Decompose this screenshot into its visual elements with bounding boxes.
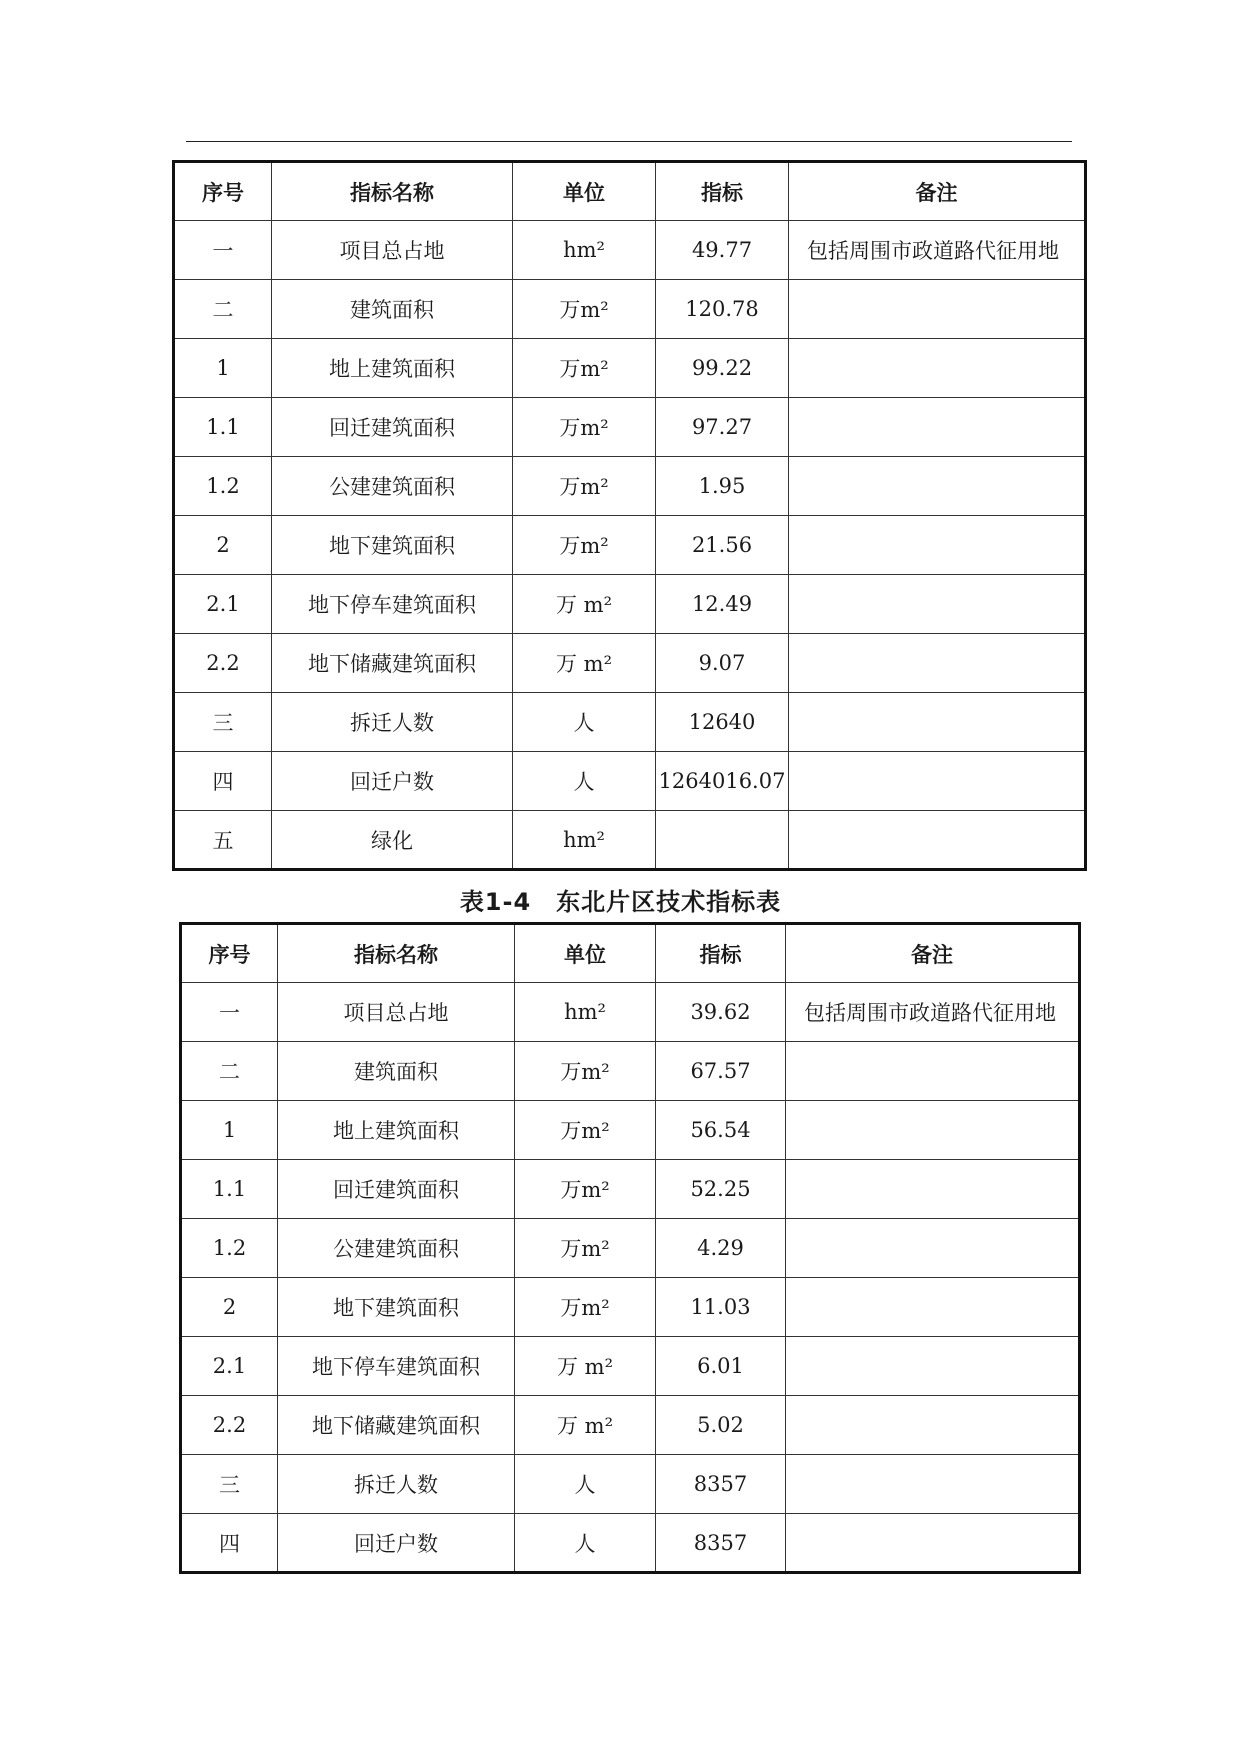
cell-indicator-name: 项目总占地 [272, 221, 513, 280]
cell-value: 56.54 [656, 1101, 786, 1160]
cell-remarks [786, 1278, 1080, 1337]
cell-index: 四 [174, 752, 272, 811]
cell-remarks [789, 752, 1086, 811]
cell-indicator-name: 建筑面积 [272, 280, 513, 339]
cell-index: 2 [174, 516, 272, 575]
cell-remarks [789, 280, 1086, 339]
cell-index: 1 [181, 1101, 278, 1160]
cell-unit: 万m² [515, 1160, 656, 1219]
cell-remarks [789, 811, 1086, 870]
header-unit: 单位 [515, 924, 656, 983]
cell-unit: 人 [513, 693, 656, 752]
table-caption: 表1-4 东北片区技术指标表 [459, 888, 782, 916]
cell-value: 8357 [656, 1514, 786, 1573]
header-remarks: 备注 [789, 162, 1086, 221]
cell-value: 67.57 [656, 1042, 786, 1101]
cell-unit: 万 m² [515, 1337, 656, 1396]
cell-unit: 万 m² [513, 575, 656, 634]
cell-index: 四 [181, 1514, 278, 1573]
cell-index: 三 [181, 1455, 278, 1514]
table-row [181, 1455, 1080, 1514]
cell-unit: hm² [513, 811, 656, 870]
cell-unit: 万m² [513, 398, 656, 457]
cell-indicator-name: 地上建筑面积 [278, 1101, 515, 1160]
cell-indicator-name: 地下停车建筑面积 [272, 575, 513, 634]
cell-indicator-name: 公建建筑面积 [278, 1219, 515, 1278]
table-row [174, 575, 1086, 634]
cell-value: 39.62 [656, 983, 786, 1042]
cell-value: 11.03 [656, 1278, 786, 1337]
cell-indicator-name: 地下停车建筑面积 [278, 1337, 515, 1396]
cell-indicator-name: 地下储藏建筑面积 [272, 634, 513, 693]
header-indicator-name: 指标名称 [272, 162, 513, 221]
table-row [174, 457, 1086, 516]
cell-index: 一 [181, 983, 278, 1042]
table-row [181, 1337, 1080, 1396]
table-row [174, 693, 1086, 752]
cell-indicator-name: 地下储藏建筑面积 [278, 1396, 515, 1455]
cell-indicator-name: 公建建筑面积 [272, 457, 513, 516]
cell-unit: 万m² [513, 516, 656, 575]
cell-unit: 万m² [515, 1101, 656, 1160]
table-body [174, 221, 1086, 870]
header-unit: 单位 [513, 162, 656, 221]
cell-remarks [786, 1219, 1080, 1278]
cell-remarks [789, 634, 1086, 693]
cell-remarks [786, 1514, 1080, 1573]
cell-remarks [789, 693, 1086, 752]
cell-index: 2.2 [174, 634, 272, 693]
cell-remarks [789, 457, 1086, 516]
cell-remarks [786, 1101, 1080, 1160]
table-row [174, 280, 1086, 339]
cell-value: 12640 [656, 693, 789, 752]
cell-index: 五 [174, 811, 272, 870]
cell-remarks: 包括周围市政道路代征用地 [786, 983, 1080, 1042]
cell-unit: 万m² [515, 1219, 656, 1278]
table-body [181, 983, 1080, 1573]
cell-unit: hm² [513, 221, 656, 280]
cell-index: 三 [174, 693, 272, 752]
table-row [181, 1101, 1080, 1160]
table-row [181, 1278, 1080, 1337]
cell-index: 2 [181, 1278, 278, 1337]
cell-remarks [786, 1042, 1080, 1101]
cell-unit: 万m² [513, 280, 656, 339]
cell-unit: 万 m² [513, 634, 656, 693]
table-row [181, 983, 1080, 1042]
cell-unit: 万 m² [515, 1396, 656, 1455]
cell-indicator-name: 绿化 [272, 811, 513, 870]
cell-remarks [789, 398, 1086, 457]
cell-indicator-name: 拆迁人数 [272, 693, 513, 752]
cell-indicator-name: 项目总占地 [278, 983, 515, 1042]
table-row [174, 398, 1086, 457]
table-row [181, 1514, 1080, 1573]
table-row [181, 1396, 1080, 1455]
cell-indicator-name: 建筑面积 [278, 1042, 515, 1101]
cell-unit: 万m² [513, 457, 656, 516]
table-row [174, 752, 1086, 811]
cell-index: 1.1 [174, 398, 272, 457]
cell-index: 二 [174, 280, 272, 339]
header-index: 序号 [174, 162, 272, 221]
cell-index: 1.2 [174, 457, 272, 516]
cell-remarks: 包括周围市政道路代征用地 [789, 221, 1086, 280]
cell-remarks [789, 575, 1086, 634]
cell-value: 21.56 [656, 516, 789, 575]
cell-index: 二 [181, 1042, 278, 1101]
cell-index: 一 [174, 221, 272, 280]
cell-remarks [786, 1396, 1080, 1455]
cell-value: 6.01 [656, 1337, 786, 1396]
table-row [174, 516, 1086, 575]
header-value: 指标 [656, 924, 786, 983]
cell-indicator-name: 地上建筑面积 [272, 339, 513, 398]
header-remarks: 备注 [786, 924, 1080, 983]
table-row [174, 634, 1086, 693]
page-header-rule [186, 141, 1072, 142]
cell-value: 1.95 [656, 457, 789, 516]
cell-value: 12.49 [656, 575, 789, 634]
table-header-row [174, 162, 1086, 221]
header-indicator-name: 指标名称 [278, 924, 515, 983]
cell-value: 49.77 [656, 221, 789, 280]
cell-index: 2.2 [181, 1396, 278, 1455]
table-row [174, 221, 1086, 280]
technical-indicators-table-b [179, 922, 1081, 1574]
table-row [181, 1219, 1080, 1278]
cell-unit: 万m² [515, 1278, 656, 1337]
cell-unit: 人 [513, 752, 656, 811]
cell-value: 52.25 [656, 1160, 786, 1219]
cell-value: 4.29 [656, 1219, 786, 1278]
cell-unit: 万m² [515, 1042, 656, 1101]
cell-unit: 万m² [513, 339, 656, 398]
cell-value: 1264016.07 [656, 752, 789, 811]
table-header-row [181, 924, 1080, 983]
cell-value: 99.22 [656, 339, 789, 398]
cell-indicator-name: 地下建筑面积 [272, 516, 513, 575]
cell-unit: 人 [515, 1455, 656, 1514]
cell-index: 1.2 [181, 1219, 278, 1278]
cell-indicator-name: 地下建筑面积 [278, 1278, 515, 1337]
cell-value [656, 811, 789, 870]
technical-indicators-table-a [172, 160, 1087, 871]
cell-indicator-name: 回迁户数 [272, 752, 513, 811]
cell-remarks [789, 516, 1086, 575]
header-value: 指标 [656, 162, 789, 221]
cell-index: 2.1 [174, 575, 272, 634]
cell-value: 8357 [656, 1455, 786, 1514]
cell-value: 97.27 [656, 398, 789, 457]
header-index: 序号 [181, 924, 278, 983]
cell-value: 5.02 [656, 1396, 786, 1455]
table-row [181, 1042, 1080, 1101]
cell-unit: hm² [515, 983, 656, 1042]
cell-index: 1 [174, 339, 272, 398]
cell-indicator-name: 拆迁人数 [278, 1455, 515, 1514]
cell-remarks [786, 1160, 1080, 1219]
cell-remarks [786, 1337, 1080, 1396]
table-row [181, 1160, 1080, 1219]
cell-indicator-name: 回迁建筑面积 [272, 398, 513, 457]
cell-remarks [786, 1455, 1080, 1514]
cell-index: 1.1 [181, 1160, 278, 1219]
table-row [174, 339, 1086, 398]
cell-indicator-name: 回迁户数 [278, 1514, 515, 1573]
table-row [174, 811, 1086, 870]
cell-value: 9.07 [656, 634, 789, 693]
cell-value: 120.78 [656, 280, 789, 339]
cell-unit: 人 [515, 1514, 656, 1573]
cell-indicator-name: 回迁建筑面积 [278, 1160, 515, 1219]
cell-remarks [789, 339, 1086, 398]
cell-index: 2.1 [181, 1337, 278, 1396]
